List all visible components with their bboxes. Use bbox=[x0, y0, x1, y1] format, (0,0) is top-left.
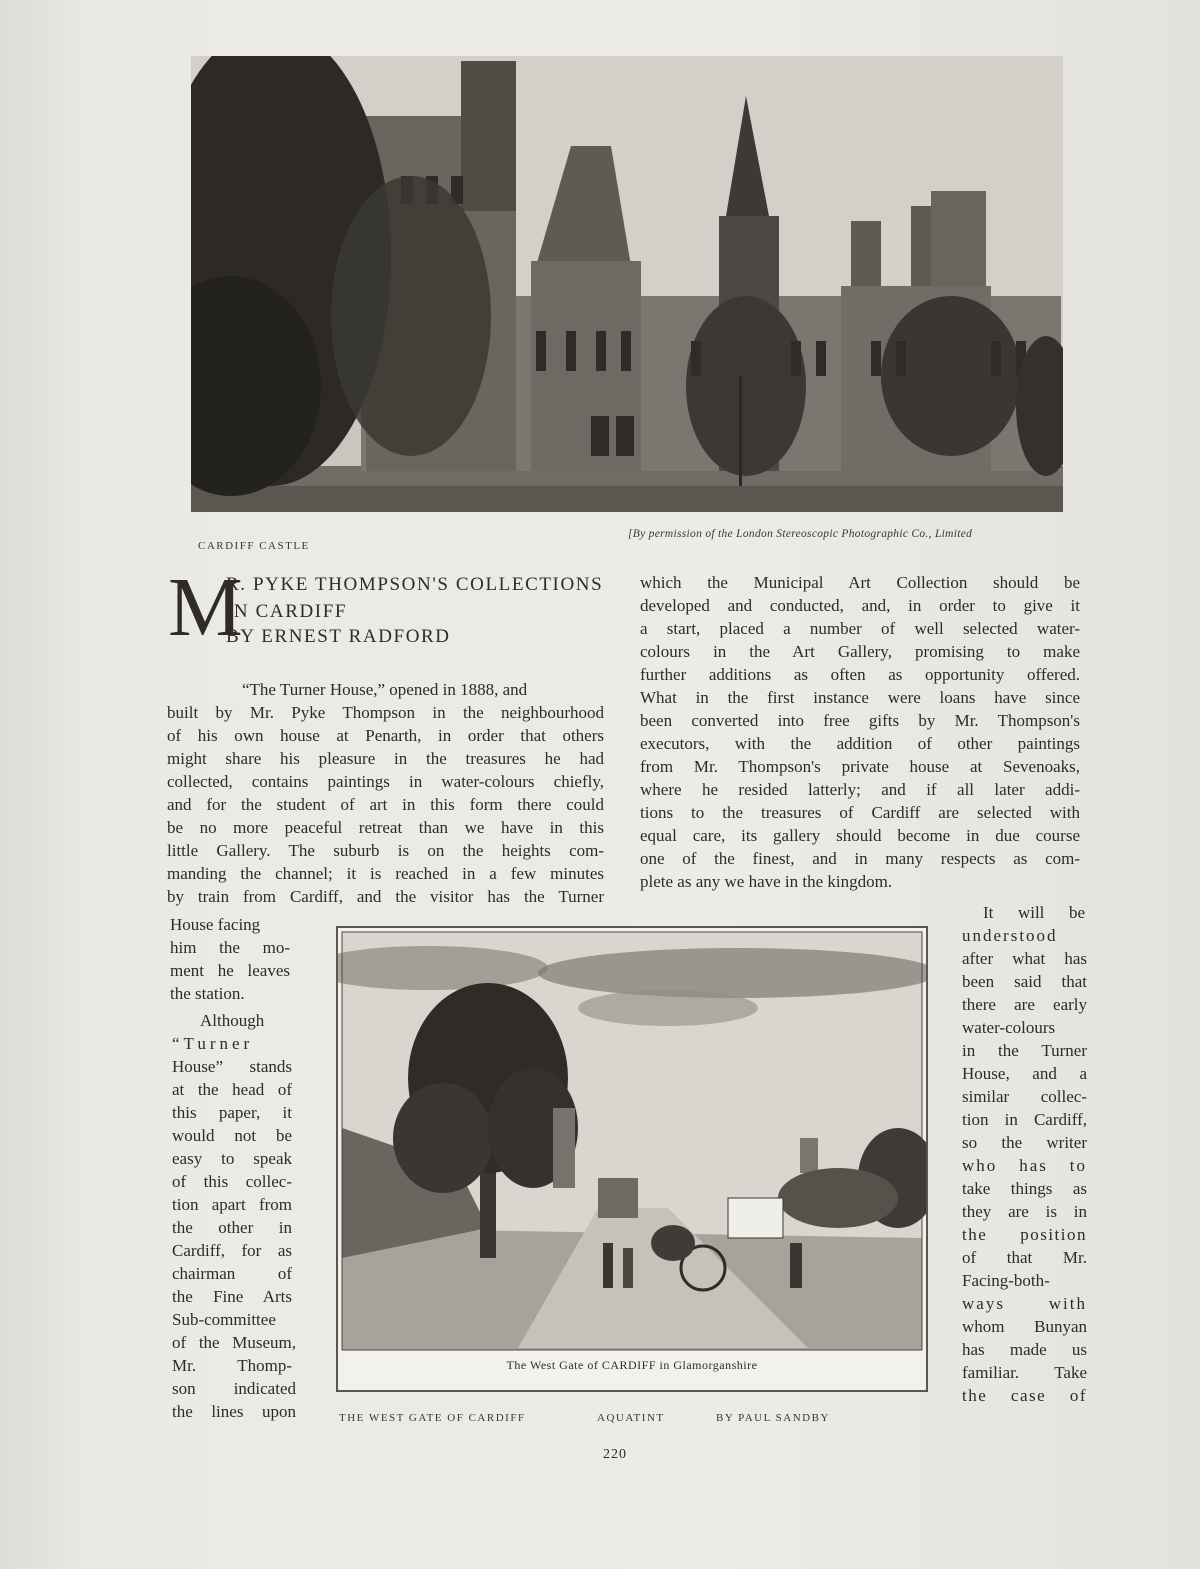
right-line: which the Municipal Art Collection should be bbox=[640, 573, 1080, 592]
narrow-right-line: there are early bbox=[962, 995, 1087, 1014]
left-line: of his own house at Penarth, in order that others bbox=[167, 726, 604, 745]
narrow-left-line: the station. bbox=[170, 984, 245, 1003]
narrow-right-line: tion in Cardiff, bbox=[962, 1110, 1087, 1129]
narrow-left-line: of this collec- bbox=[172, 1172, 292, 1191]
right-line: been converted into free gifts by Mr. Thompson's bbox=[640, 711, 1080, 730]
plate-caption-title: THE WEST GATE OF CARDIFF bbox=[339, 1412, 526, 1424]
narrow-right-line: in the Turner bbox=[962, 1041, 1087, 1060]
aquatint-drawing bbox=[338, 928, 926, 1390]
narrow-left-line: ment he leaves bbox=[170, 961, 290, 980]
right-line: colours in the Art Gallery, promising to make bbox=[640, 642, 1080, 661]
article-byline: BY ERNEST RADFORD bbox=[226, 626, 451, 647]
narrow-left-line: Cardiff, for as bbox=[172, 1241, 292, 1260]
left-line: and for the student of art in this form there could bbox=[167, 795, 604, 814]
article-title-line-2: IN CARDIFF bbox=[226, 601, 348, 622]
photo-caption: CARDIFF CASTLE bbox=[198, 540, 310, 552]
right-line: tions to the treasures of Cardiff are selected with bbox=[640, 803, 1080, 822]
narrow-right-line: House, and a bbox=[962, 1064, 1087, 1083]
narrow-left-line: House facing bbox=[170, 915, 261, 934]
page-number: 220 bbox=[603, 1447, 627, 1462]
right-line: further additions as often as opportunity offered. bbox=[640, 665, 1080, 684]
narrow-right-line: so the writer bbox=[962, 1133, 1087, 1152]
right-line: equal care, its gallery should become in due course bbox=[640, 826, 1080, 845]
narrow-left-line: the Fine Arts bbox=[172, 1287, 292, 1306]
narrow-left-line: Mr. Thomp- bbox=[172, 1356, 292, 1375]
narrow-right-line: been said that bbox=[962, 972, 1087, 991]
left-line: built by Mr. Pyke Thompson in the neighbourhood bbox=[167, 703, 604, 722]
narrow-left-line: House” stands bbox=[172, 1057, 292, 1076]
narrow-left-line: at the head of bbox=[172, 1080, 292, 1099]
narrow-left-line: tion apart from bbox=[172, 1195, 292, 1214]
narrow-right-line: they are is in bbox=[962, 1202, 1087, 1221]
narrow-right-line: It will be bbox=[983, 903, 1085, 922]
narrow-right-line: of that Mr. bbox=[962, 1248, 1087, 1267]
narrow-left-line: Although bbox=[200, 1011, 265, 1030]
narrow-left-line: him the mo- bbox=[170, 938, 290, 957]
narrow-left-line: chairman of bbox=[172, 1264, 292, 1283]
west-gate-aquatint-plate bbox=[336, 926, 928, 1392]
right-line: executors, with the addition of other paintings bbox=[640, 734, 1080, 753]
narrow-right-line: water-colours bbox=[962, 1018, 1056, 1037]
left-line: little Gallery. The suburb is on the heights com- bbox=[167, 841, 604, 860]
right-line: from Mr. Thompson's private house at Sevenoaks, bbox=[640, 757, 1080, 776]
right-line: a start, placed a number of well selected water- bbox=[640, 619, 1080, 638]
narrow-right-line: has made us bbox=[962, 1340, 1087, 1359]
narrow-left-line: “Turner bbox=[172, 1034, 254, 1053]
right-line: where he resided latterly; and if all later addi- bbox=[640, 780, 1080, 799]
article-title-line-1: R. PYKE THOMPSON'S COLLECTIONS bbox=[226, 574, 604, 595]
narrow-left-line: easy to speak bbox=[172, 1149, 292, 1168]
right-line: plete as any we have in the kingdom. bbox=[640, 872, 893, 891]
right-line: developed and conducted, and, in order to give it bbox=[640, 596, 1080, 615]
narrow-right-line: whom Bunyan bbox=[962, 1317, 1087, 1336]
narrow-right-line: ways with bbox=[962, 1294, 1087, 1313]
narrow-left-line: Sub-committee bbox=[172, 1310, 276, 1329]
right-line: What in the first instance were loans have since bbox=[640, 688, 1080, 707]
narrow-left-line: this paper, it bbox=[172, 1103, 292, 1122]
left-line: be no more peaceful retreat than we have in this bbox=[167, 818, 604, 837]
narrow-right-line: the case of bbox=[962, 1386, 1087, 1405]
cardiff-castle-photograph bbox=[191, 56, 1063, 512]
narrow-right-line: similar collec- bbox=[962, 1087, 1087, 1106]
narrow-right-line: after what has bbox=[962, 949, 1087, 968]
narrow-right-line: understood bbox=[962, 926, 1058, 945]
narrow-right-line: who has to bbox=[962, 1156, 1087, 1175]
photo-credit: [By permission of the London Stereoscopic Photographic Co., Limited bbox=[628, 528, 973, 540]
left-line: might share his pleasure in the treasures he had bbox=[167, 749, 604, 768]
narrow-left-line: son indicated bbox=[172, 1379, 296, 1398]
castle-photo-drawing bbox=[191, 56, 1063, 512]
narrow-left-line: would not be bbox=[172, 1126, 292, 1145]
narrow-right-line: the position bbox=[962, 1225, 1087, 1244]
right-line: one of the finest, and in many respects as com- bbox=[640, 849, 1080, 868]
left-line: collected, contains paintings in water-colours chiefly, bbox=[167, 772, 604, 791]
plate-caption-artist: BY PAUL SANDBY bbox=[716, 1412, 830, 1424]
narrow-left-line: of the Museum, bbox=[172, 1333, 296, 1352]
narrow-right-line: take things as bbox=[962, 1179, 1087, 1198]
engraved-plate-title: The West Gate of CARDIFF in Glamorganshire bbox=[506, 1358, 758, 1372]
narrow-right-line: Facing-both- bbox=[962, 1271, 1050, 1290]
left-line: manding the channel; it is reached in a few minutes bbox=[167, 864, 604, 883]
narrow-left-line: the lines upon bbox=[172, 1402, 296, 1421]
left-line: by train from Cardiff, and the visitor has the Turner bbox=[167, 887, 604, 906]
narrow-left-line: the other in bbox=[172, 1218, 292, 1237]
drop-cap: M bbox=[168, 561, 243, 654]
narrow-right-line: familiar. Take bbox=[962, 1363, 1087, 1382]
plate-caption-medium: AQUATINT bbox=[597, 1412, 665, 1424]
article-title-block bbox=[168, 561, 618, 654]
left-line: “The Turner House,” opened in 1888, and bbox=[242, 680, 528, 699]
